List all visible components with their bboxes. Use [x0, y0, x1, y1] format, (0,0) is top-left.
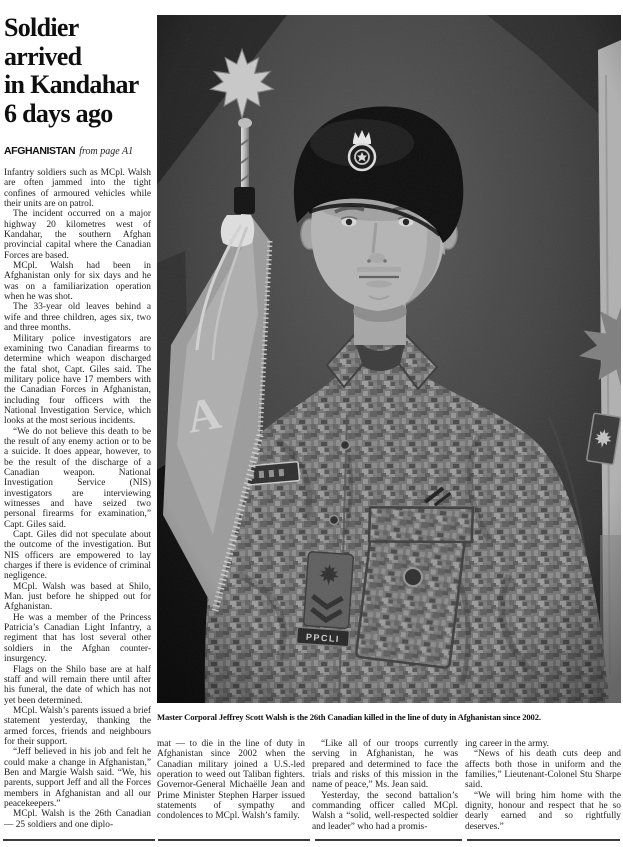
article-left-column: [4, 14, 151, 830]
column-rule: [158, 839, 310, 841]
kicker-continuation: from page A1: [79, 146, 134, 157]
paragraph: Infantry soldiers such as MCpl. Walsh are often jammed into the tight confines of armoured vehicles while their units are on patrol.: [4, 168, 151, 210]
paragraph: The incident occurred on a major highway 20 kilometres west of Kandahar, the southern Afghan provincial capital where the Canadian Forces are based.: [4, 209, 151, 261]
headline: [4, 14, 151, 128]
paragraph: “We do not believe this death to be the result of any enemy action or to be a suicide. It does appear, however, to be the result of the discharge of a Canadian weapon. National Investigation Service (NIS) investigators are interviewing witnesses and have seized two personal firearms for examination,” Capt. Giles said.: [4, 426, 151, 530]
kicker: [4, 141, 151, 159]
paragraph: mat — to die in the line of duty in Afghanistan since 2002 when the Canadian military joined a U.S.-led operation to weed out Taliban fighters. Governor-General Michaëlle Jean and Prime Minister Stephen Harper issued statements of sympathy and condolences to MCpl. Walsh’s family.: [157, 739, 305, 822]
bottom-column-2: [312, 739, 458, 833]
bottom-columns: [157, 739, 621, 833]
headline-line-3: in Kandahar: [4, 70, 139, 99]
paragraph: “Like all of our troops currently serving in Afghanistan, he was prepared and determined to face the trials and risks of this mission in the name of peace,” Ms. Jean said.: [312, 739, 458, 791]
soldier-portrait-photo: [157, 15, 621, 703]
column-rule: [467, 839, 620, 841]
vignette: [157, 15, 621, 703]
headline-line-2: arrived: [4, 41, 82, 71]
paragraph: Yesterday, the second battalion’s commanding officer called MCpl. Walsh a “solid, well-respected soldier and leader” who had a promis-: [312, 790, 458, 832]
paragraph: He was a member of the Princess Patricia’s Canadian Light Infantry, a regiment that has lost several other soldiers in the Afghan counter-insurgency.: [4, 612, 151, 665]
paragraph: Capt. Giles did not speculate about the outcome of the investigation. But NIS officers are empowered to lay charges if there is evidence of criminal negligence.: [4, 530, 151, 582]
paragraph: MCpl. Walsh is the 26th Canadian — 25 soldiers and one diplo-: [4, 809, 151, 830]
bottom-column-3: [465, 739, 621, 833]
photo-caption: Master Corporal Jeffrey Scott Walsh is the 26th Canadian killed in the line of duty in Afghanistan since 2002.: [157, 712, 541, 722]
headline-line-4: 6 days ago: [4, 98, 113, 128]
paragraph: MCpl. Walsh’s parents issued a brief statement yesterday, thanking the armed forces, friends and neighbours for their support.: [4, 705, 151, 747]
paragraph: MCpl. Walsh was based at Shilo, Man. just before he shipped out for Afghanistan.: [4, 581, 151, 613]
paragraph: “We will bring him home with the dignity, honour and respect that he so dearly earned and so rightfully deserves.”: [465, 790, 621, 832]
paragraph: The 33-year old leaves behind a wife and three children, ages six, two and three months.: [4, 302, 151, 334]
column-rule: [3, 839, 155, 841]
paragraph: ing career in the army.: [465, 739, 549, 749]
bottom-column-1: [157, 739, 305, 833]
headline-line-1: Soldier: [4, 13, 79, 42]
paragraph: MCpl. Walsh had been in Afghanistan only for six days and he was on a familiarization operation when he was shot.: [4, 261, 151, 303]
paragraph: Flags on the Shilo base are at half staff and will remain there until after his funeral, the date of which has not yet been determined.: [4, 664, 151, 706]
column-rule: [315, 839, 462, 841]
article-body: [4, 168, 151, 830]
paragraph: Military police investigators are examining two Canadian firearms to determine which weapon discharged the fatal shot, Capt. Giles said. The military police have 17 members with the Canadian Forces in Afghanistan, including four officers with the National Investigation Service, which looks at the most serious incidents.: [4, 333, 151, 427]
kicker-tag: AFGHANISTAN: [4, 145, 76, 157]
paragraph: “News of his death cuts deep and affects both those in uniform and the families,” Lieutenant-Colonel Stu Sharpe said.: [465, 749, 621, 791]
paragraph: “Jeff believed in his job and felt he could make a change in Afghanistan,” Ben and Margie Walsh said. “We, his parents, support Jeff and all the Forces members in Afghanistan and all our peacekeepers.”: [4, 747, 151, 809]
